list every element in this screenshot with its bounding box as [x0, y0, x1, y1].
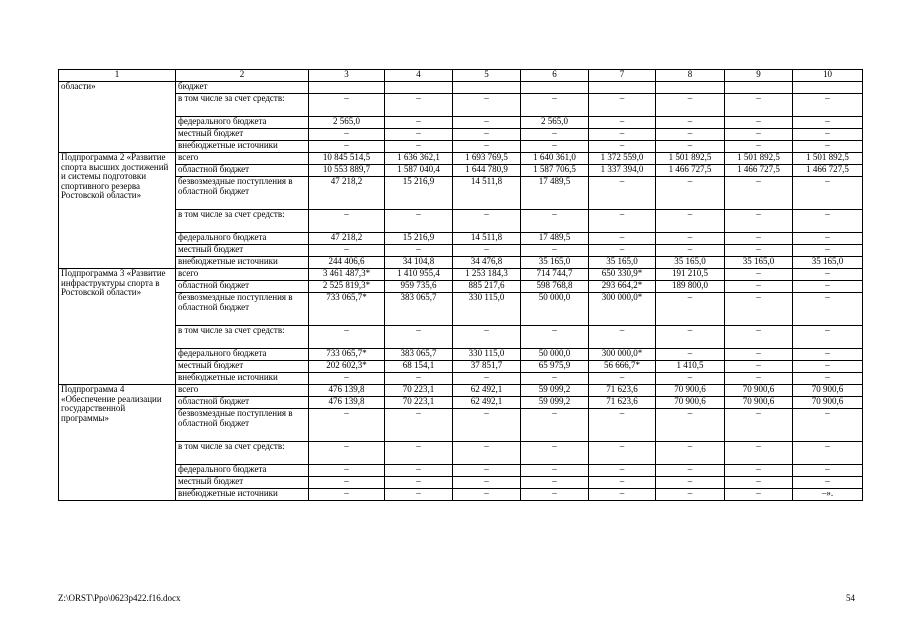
funding-source-cell: бюджет [176, 82, 309, 94]
amount-cell: 598 768,8 [521, 281, 589, 293]
amount-cell: – [453, 442, 521, 465]
amount-cell: – [453, 373, 521, 385]
amount-cell: 476 139,8 [309, 385, 385, 397]
amount-cell: – [656, 349, 725, 361]
table-row [59, 326, 863, 349]
amount-cell: 1 587 706,5 [521, 165, 589, 177]
amount-cell: 15 216,9 [385, 177, 453, 210]
funding-source-cell: в том числе за счет средств: [176, 326, 309, 349]
table-row [59, 82, 863, 94]
table-row [59, 233, 863, 245]
amount-cell: 189 800,0 [656, 281, 725, 293]
amount-cell: 35 165,0 [656, 257, 725, 269]
funding-source-cell: местный бюджет [176, 245, 309, 257]
amount-cell: – [309, 245, 385, 257]
funding-source-cell: внебюджетные источники [176, 373, 309, 385]
amount-cell: 10 845 514,5 [309, 153, 385, 165]
amount-cell: – [309, 129, 385, 141]
amount-cell: – [793, 293, 863, 326]
amount-cell: 35 165,0 [793, 257, 863, 269]
table-row [59, 349, 863, 361]
amount-cell: – [656, 129, 725, 141]
amount-cell: 70 223,1 [385, 385, 453, 397]
amount-cell: – [309, 373, 385, 385]
amount-cell: – [589, 233, 656, 245]
amount-cell: – [385, 94, 453, 117]
funding-source-cell: безвозмездные поступления в областной бюджет [176, 293, 309, 326]
table-row [59, 210, 863, 233]
amount-cell: – [793, 245, 863, 257]
amount-cell: 50 000,0 [521, 293, 589, 326]
amount-cell: 959 735,6 [385, 281, 453, 293]
amount-cell: – [793, 477, 863, 489]
amount-cell: 70 900,6 [725, 397, 793, 409]
amount-cell: – [521, 477, 589, 489]
amount-cell: – [309, 477, 385, 489]
amount-cell: – [656, 326, 725, 349]
funding-source-cell: в том числе за счет средств: [176, 442, 309, 465]
amount-cell: – [656, 233, 725, 245]
amount-cell: – [725, 233, 793, 245]
amount-cell: – [309, 465, 385, 477]
amount-cell: – [589, 442, 656, 465]
funding-source-cell: внебюджетные источники [176, 489, 309, 501]
column-header: 2 [176, 70, 309, 82]
column-header: 9 [725, 70, 793, 82]
table-row [59, 361, 863, 373]
table-row [59, 397, 863, 409]
column-header: 6 [521, 70, 589, 82]
footer-file-path: Z:\ORST\Ppo\0623p422.f16.docx [58, 593, 181, 603]
amount-cell: 300 000,0* [589, 293, 656, 326]
amount-cell: 733 065,7* [309, 293, 385, 326]
budget-table [58, 69, 863, 501]
funding-source-cell: федерального бюджета [176, 349, 309, 361]
amount-cell: – [309, 442, 385, 465]
amount-cell: – [521, 489, 589, 501]
amount-cell: 2 565,0 [309, 117, 385, 129]
amount-cell: 59 099,2 [521, 385, 589, 397]
amount-cell: – [453, 129, 521, 141]
table-row [59, 385, 863, 397]
amount-cell: – [656, 177, 725, 210]
amount-cell: 1 466 727,5 [793, 165, 863, 177]
table-row [59, 257, 863, 269]
amount-cell: 47 218,2 [309, 177, 385, 210]
amount-cell: – [589, 210, 656, 233]
amount-cell: – [725, 373, 793, 385]
table-row [59, 245, 863, 257]
amount-cell: – [589, 94, 656, 117]
column-header: 10 [793, 70, 863, 82]
amount-cell: – [521, 465, 589, 477]
amount-cell: – [385, 489, 453, 501]
amount-cell: – [385, 477, 453, 489]
table-row [59, 293, 863, 326]
amount-cell: – [793, 409, 863, 442]
amount-cell: – [309, 409, 385, 442]
amount-cell: – [453, 326, 521, 349]
amount-cell: 62 492,1 [453, 385, 521, 397]
amount-cell: – [725, 489, 793, 501]
amount-cell: 35 165,0 [589, 257, 656, 269]
amount-cell: – [521, 326, 589, 349]
amount-cell: – [521, 442, 589, 465]
amount-cell: – [725, 210, 793, 233]
amount-cell: – [385, 465, 453, 477]
amount-cell: – [385, 442, 453, 465]
column-header: 3 [309, 70, 385, 82]
amount-cell: 1 587 040,4 [385, 165, 453, 177]
amount-cell: 62 492,1 [453, 397, 521, 409]
table-row [59, 153, 863, 165]
amount-cell: – [725, 94, 793, 117]
amount-cell: 1 337 394,0 [589, 165, 656, 177]
funding-source-cell: в том числе за счет средств: [176, 94, 309, 117]
amount-cell: – [725, 409, 793, 442]
amount-cell: – [793, 94, 863, 117]
amount-cell: – [589, 489, 656, 501]
amount-cell: – [656, 293, 725, 326]
amount-cell: – [725, 477, 793, 489]
amount-cell: – [589, 141, 656, 153]
amount-cell: – [656, 465, 725, 477]
funding-source-cell: внебюджетные источники [176, 141, 309, 153]
amount-cell: – [521, 409, 589, 442]
amount-cell: 70 900,6 [656, 397, 725, 409]
funding-source-cell: областной бюджет [176, 281, 309, 293]
amount-cell: 10 553 889,7 [309, 165, 385, 177]
amount-cell: – [656, 477, 725, 489]
amount-cell: – [793, 361, 863, 373]
amount-cell [385, 82, 453, 94]
amount-cell: – [589, 177, 656, 210]
amount-cell: 50 000,0 [521, 349, 589, 361]
amount-cell: 71 623,6 [589, 385, 656, 397]
funding-source-cell: внебюджетные источники [176, 257, 309, 269]
amount-cell: – [793, 281, 863, 293]
amount-cell: – [453, 94, 521, 117]
program-name-cell: Подпрограмма 2 «Развитие спорта высших достижений и системы подготовки спортивного резерва Ростовской области» [59, 153, 176, 269]
amount-cell: 34 476,8 [453, 257, 521, 269]
program-name-cell: области» [59, 82, 176, 153]
amount-cell: 733 065,7* [309, 349, 385, 361]
table-row [59, 477, 863, 489]
amount-cell: 202 602,3* [309, 361, 385, 373]
amount-cell: – [385, 245, 453, 257]
table-row [59, 165, 863, 177]
amount-cell: – [725, 117, 793, 129]
amount-cell: 35 165,0 [521, 257, 589, 269]
table-row [59, 409, 863, 442]
funding-source-cell: областной бюджет [176, 397, 309, 409]
amount-cell: – [521, 245, 589, 257]
amount-cell: – [725, 465, 793, 477]
table-row [59, 489, 863, 501]
amount-cell: 300 000,0* [589, 349, 656, 361]
amount-cell [793, 82, 863, 94]
amount-cell: – [453, 245, 521, 257]
program-name-cell: Подпрограмма 3 «Развитие инфраструктуры спорта в Ростовской области» [59, 269, 176, 385]
amount-cell: – [656, 489, 725, 501]
amount-cell: – [385, 129, 453, 141]
amount-cell: 3 461 487,3* [309, 269, 385, 281]
amount-cell: – [725, 293, 793, 326]
funding-source-cell: безвозмездные поступления в областной бюджет [176, 177, 309, 210]
funding-source-cell: всего [176, 385, 309, 397]
amount-cell: 1 410,5 [656, 361, 725, 373]
amount-cell: – [725, 141, 793, 153]
amount-cell: – [453, 477, 521, 489]
amount-cell: 330 115,0 [453, 293, 521, 326]
amount-cell: – [589, 326, 656, 349]
amount-cell: – [521, 373, 589, 385]
amount-cell: – [793, 210, 863, 233]
amount-cell: – [793, 117, 863, 129]
amount-cell [521, 82, 589, 94]
amount-cell: 1 644 780,9 [453, 165, 521, 177]
amount-cell: – [725, 129, 793, 141]
amount-cell: 650 330,9* [589, 269, 656, 281]
amount-cell: 70 223,1 [385, 397, 453, 409]
table-row [59, 281, 863, 293]
amount-cell: – [656, 117, 725, 129]
program-name-cell: Подпрограмма 4 «Обеспечение реализации государственной программы» [59, 385, 176, 501]
amount-cell: 330 115,0 [453, 349, 521, 361]
amount-cell: 476 139,8 [309, 397, 385, 409]
table-row [59, 373, 863, 385]
table-row [59, 177, 863, 210]
amount-cell: – [793, 233, 863, 245]
amount-cell: 1 636 362,1 [385, 153, 453, 165]
amount-cell [656, 82, 725, 94]
amount-cell: – [453, 141, 521, 153]
column-header: 4 [385, 70, 453, 82]
amount-cell: – [589, 409, 656, 442]
amount-cell: 47 218,2 [309, 233, 385, 245]
amount-cell: – [385, 326, 453, 349]
amount-cell: 37 851,7 [453, 361, 521, 373]
amount-cell: – [725, 361, 793, 373]
amount-cell: 293 664,2* [589, 281, 656, 293]
amount-cell: 1 501 892,5 [725, 153, 793, 165]
amount-cell: – [589, 245, 656, 257]
funding-source-cell: федерального бюджета [176, 233, 309, 245]
amount-cell: – [725, 269, 793, 281]
amount-cell: – [589, 477, 656, 489]
amount-cell: 71 623,6 [589, 397, 656, 409]
amount-cell: 56 666,7* [589, 361, 656, 373]
amount-cell: 70 900,6 [656, 385, 725, 397]
amount-cell: –». [793, 489, 863, 501]
amount-cell: – [793, 373, 863, 385]
amount-cell: 1 466 727,5 [725, 165, 793, 177]
table-row [59, 141, 863, 153]
funding-source-cell: федерального бюджета [176, 465, 309, 477]
column-header: 5 [453, 70, 521, 82]
amount-cell: – [793, 326, 863, 349]
table-row [59, 129, 863, 141]
amount-cell: 34 104,8 [385, 257, 453, 269]
amount-cell: – [309, 326, 385, 349]
table-row [59, 94, 863, 117]
column-header: 8 [656, 70, 725, 82]
amount-cell: – [385, 373, 453, 385]
amount-cell: 70 900,6 [793, 385, 863, 397]
amount-cell: – [656, 373, 725, 385]
amount-cell: 17 489,5 [521, 177, 589, 210]
header-row [59, 70, 863, 82]
amount-cell: – [725, 245, 793, 257]
amount-cell: – [656, 442, 725, 465]
table-row [59, 465, 863, 477]
funding-source-cell: федерального бюджета [176, 117, 309, 129]
amount-cell: – [725, 177, 793, 210]
amount-cell [309, 82, 385, 94]
amount-cell: – [793, 442, 863, 465]
amount-cell: 15 216,9 [385, 233, 453, 245]
funding-source-cell: в том числе за счет средств: [176, 210, 309, 233]
amount-cell: – [453, 465, 521, 477]
amount-cell: 1 693 769,5 [453, 153, 521, 165]
amount-cell: 59 099,2 [521, 397, 589, 409]
amount-cell: 14 511,8 [453, 177, 521, 210]
amount-cell: – [656, 409, 725, 442]
amount-cell: 2 565,0 [521, 117, 589, 129]
amount-cell: – [521, 210, 589, 233]
amount-cell: 1 410 955,4 [385, 269, 453, 281]
funding-source-cell: всего [176, 153, 309, 165]
amount-cell: 1 253 184,3 [453, 269, 521, 281]
amount-cell: 383 065,7 [385, 349, 453, 361]
amount-cell [589, 82, 656, 94]
table-row [59, 269, 863, 281]
amount-cell [453, 82, 521, 94]
amount-cell: – [793, 141, 863, 153]
amount-cell: – [725, 442, 793, 465]
amount-cell: 35 165,0 [725, 257, 793, 269]
funding-source-cell: местный бюджет [176, 129, 309, 141]
amount-cell: – [725, 326, 793, 349]
amount-cell: – [309, 210, 385, 233]
funding-source-cell: всего [176, 269, 309, 281]
amount-cell: – [656, 94, 725, 117]
funding-source-cell: местный бюджет [176, 361, 309, 373]
amount-cell: 885 217,6 [453, 281, 521, 293]
funding-source-cell: местный бюджет [176, 477, 309, 489]
amount-cell: 68 154,1 [385, 361, 453, 373]
amount-cell: 1 466 727,5 [656, 165, 725, 177]
amount-cell: – [521, 129, 589, 141]
table-row [59, 442, 863, 465]
amount-cell: – [385, 141, 453, 153]
page-number: 54 [846, 593, 855, 603]
amount-cell: – [453, 117, 521, 129]
amount-cell [725, 82, 793, 94]
amount-cell: – [656, 141, 725, 153]
column-header: 7 [589, 70, 656, 82]
amount-cell: 714 744,7 [521, 269, 589, 281]
amount-cell: – [793, 177, 863, 210]
amount-cell: 17 489,5 [521, 233, 589, 245]
amount-cell: – [309, 94, 385, 117]
amount-cell: – [793, 349, 863, 361]
amount-cell: 14 511,8 [453, 233, 521, 245]
amount-cell: 1 501 892,5 [793, 153, 863, 165]
amount-cell: 1 640 361,0 [521, 153, 589, 165]
table-row [59, 117, 863, 129]
amount-cell: – [793, 269, 863, 281]
amount-cell: – [793, 129, 863, 141]
amount-cell: – [656, 245, 725, 257]
amount-cell: – [385, 117, 453, 129]
amount-cell: – [656, 210, 725, 233]
amount-cell: – [521, 141, 589, 153]
amount-cell: – [309, 141, 385, 153]
amount-cell: 2 525 819,3* [309, 281, 385, 293]
amount-cell: – [589, 129, 656, 141]
amount-cell: 244 406,6 [309, 257, 385, 269]
amount-cell: – [385, 210, 453, 233]
funding-source-cell: областной бюджет [176, 165, 309, 177]
amount-cell: 65 975,9 [521, 361, 589, 373]
amount-cell: – [309, 489, 385, 501]
amount-cell: – [453, 489, 521, 501]
amount-cell: – [385, 409, 453, 442]
amount-cell: – [589, 465, 656, 477]
funding-source-cell: безвозмездные поступления в областной бюджет [176, 409, 309, 442]
amount-cell: – [725, 349, 793, 361]
column-header: 1 [59, 70, 176, 82]
amount-cell: – [589, 117, 656, 129]
amount-cell: – [453, 409, 521, 442]
amount-cell: – [725, 281, 793, 293]
amount-cell: 1 501 892,5 [656, 153, 725, 165]
amount-cell: – [793, 465, 863, 477]
amount-cell: – [589, 373, 656, 385]
amount-cell: – [521, 94, 589, 117]
amount-cell: 70 900,6 [793, 397, 863, 409]
amount-cell: 70 900,6 [725, 385, 793, 397]
amount-cell: 191 210,5 [656, 269, 725, 281]
amount-cell: 383 065,7 [385, 293, 453, 326]
amount-cell: 1 372 559,0 [589, 153, 656, 165]
amount-cell: – [453, 210, 521, 233]
